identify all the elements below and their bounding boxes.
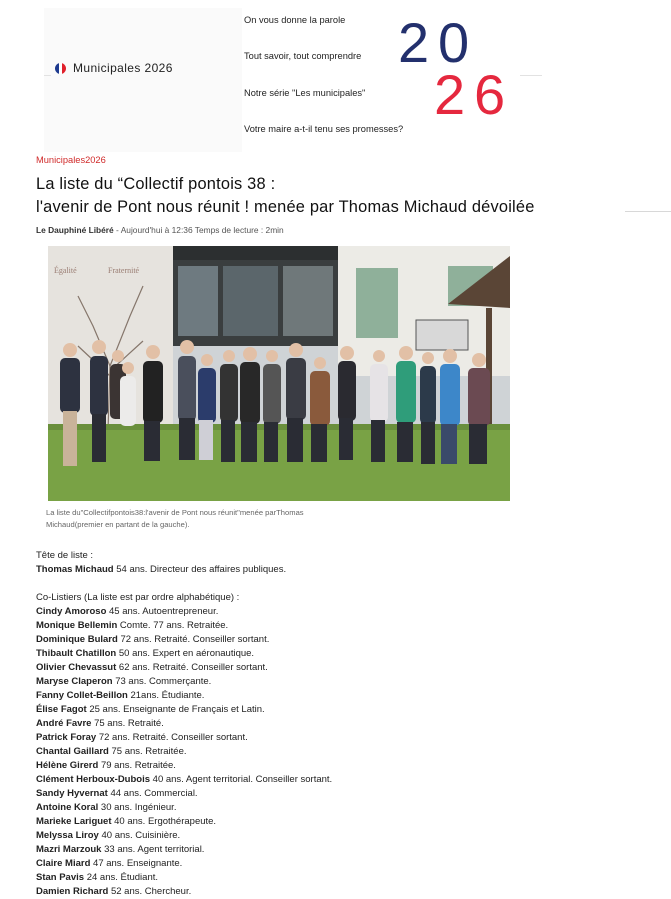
header-divider-right bbox=[520, 75, 542, 76]
logo-digit-3: 2 bbox=[434, 63, 466, 122]
candidate-entry bbox=[36, 801, 332, 815]
title-line-2: l'avenir de Pont nous réunit ! menée par Thomas Michaud dévoilée bbox=[36, 198, 535, 216]
candidate-info: 24 ans. Étudiant. bbox=[84, 872, 159, 883]
site-header bbox=[0, 0, 671, 152]
candidate-info: 75 ans. Retraitée. bbox=[108, 746, 187, 757]
photo-caption-line-2: Michaud(premier en partant de la gauche). bbox=[46, 520, 190, 529]
photo-caption-line-1: La liste du"Collectifpontois38:l'avenir de Pont nous réunit"menée parThomas bbox=[46, 508, 304, 517]
candidate-entry bbox=[36, 745, 332, 759]
article-photo[interactable] bbox=[48, 246, 510, 501]
menu-item-parole[interactable]: On vous donne la parole bbox=[244, 15, 346, 25]
header-left-panel bbox=[44, 8, 242, 152]
candidate-entry bbox=[36, 731, 332, 745]
candidate-entry bbox=[36, 759, 332, 773]
candidate-info: 44 ans. Commercial. bbox=[107, 788, 198, 799]
logo-digit-4: 6 bbox=[474, 63, 506, 122]
head-of-list-label: Tête de liste : bbox=[36, 550, 94, 561]
candidate-info: 47 ans. Enseignante. bbox=[90, 858, 183, 869]
candidate-name: Sandy Hyvernat bbox=[36, 788, 108, 799]
logo-digit-1: 2 bbox=[398, 11, 430, 74]
wall-inscription-egalite: Égalité bbox=[54, 266, 77, 275]
colist-label: Co-Listiers (La liste est par ordre alphabétique) : bbox=[36, 592, 240, 603]
candidate-entry bbox=[36, 885, 332, 899]
candidate-entry bbox=[36, 605, 332, 619]
candidate-name: Melyssa Liroy bbox=[36, 830, 99, 841]
article-category[interactable]: Municipales2026 bbox=[36, 155, 106, 165]
candidate-info: 45 ans. Autoentrepreneur. bbox=[106, 606, 219, 617]
menu-item-savoir[interactable]: Tout savoir, tout comprendre bbox=[244, 51, 362, 61]
logo-digit-2: 0 bbox=[438, 11, 470, 74]
candidate-name: Marieke Lariguet bbox=[36, 816, 112, 827]
candidate-name: Thomas Michaud bbox=[36, 564, 114, 575]
candidate-info: 72 ans. Retraité. Conseiller sortant. bbox=[117, 634, 270, 645]
candidate-info: 25 ans. Enseignante de Français et Latin. bbox=[86, 704, 265, 715]
candidate-entry bbox=[36, 787, 332, 801]
candidate-name: Antoine Koral bbox=[36, 802, 99, 813]
candidate-info: 79 ans. Retraitée. bbox=[98, 760, 176, 771]
candidate-name: Hélène Girerd bbox=[36, 760, 99, 771]
candidate-name: Olivier Chevassut bbox=[36, 662, 117, 673]
candidate-name: André Favre bbox=[36, 718, 92, 729]
candidate-info: 40 ans. Cuisinière. bbox=[98, 830, 181, 841]
title-divider bbox=[625, 211, 671, 212]
candidate-name: Dominique Bulard bbox=[36, 634, 118, 645]
candidate-entry bbox=[36, 857, 332, 871]
article-meta bbox=[36, 225, 284, 235]
candidate-name: Élise Fagot bbox=[36, 704, 87, 715]
candidate-name: Mazri Marzouk bbox=[36, 844, 102, 855]
candidate-entry bbox=[36, 829, 332, 843]
menu-item-serie[interactable]: Notre série "Les municipales" bbox=[244, 88, 366, 98]
candidate-info: 73 ans. Commerçante. bbox=[112, 676, 212, 687]
article-date-reading-time: - Aujourd'hui à 12:36 Temps de lecture : 2min bbox=[113, 225, 284, 235]
title-line-1: La liste du “Collectif pontois 38 : bbox=[36, 175, 276, 193]
candidate-entry bbox=[36, 633, 332, 647]
candidate-info: 62 ans. Retraité. Conseiller sortant. bbox=[116, 662, 268, 673]
candidate-info: 75 ans. Retraité. bbox=[91, 718, 164, 729]
candidate-info: 40 ans. Agent territorial. Conseiller sortant. bbox=[150, 774, 333, 785]
french-flag-icon bbox=[55, 63, 66, 74]
article-source: Le Dauphiné Libéré bbox=[36, 225, 114, 235]
candidate-name: Patrick Foray bbox=[36, 732, 97, 743]
candidate-entry bbox=[36, 703, 332, 717]
candidate-info: 72 ans. Retraité. Conseiller sortant. bbox=[96, 732, 248, 743]
candidate-entry bbox=[36, 661, 332, 675]
candidate-entry bbox=[36, 689, 332, 703]
candidate-name: Stan Pavis bbox=[36, 872, 85, 883]
colist-members bbox=[36, 605, 332, 899]
candidate-name: Claire Miard bbox=[36, 858, 91, 869]
candidate-entry bbox=[36, 647, 332, 661]
candidate-entry bbox=[36, 871, 332, 885]
candidate-info: 40 ans. Ergothérapeute. bbox=[111, 816, 217, 827]
candidate-entry bbox=[36, 843, 332, 857]
menu-item-promesses[interactable]: Votre maire a-t-il tenu ses promesses? bbox=[244, 124, 404, 134]
candidate-info: 52 ans. Chercheur. bbox=[108, 886, 192, 897]
group-photo-illustration bbox=[48, 246, 510, 501]
candidate-info: 33 ans. Agent territorial. bbox=[101, 844, 205, 855]
candidate-entry bbox=[36, 773, 332, 787]
candidate-name: Maryse Claperon bbox=[36, 676, 113, 687]
municipales-brand-link[interactable] bbox=[51, 60, 245, 76]
candidate-entry bbox=[36, 717, 332, 731]
candidate-info: Comte. 77 ans. Retraitée. bbox=[117, 620, 229, 631]
candidate-info: 54 ans. Directeur des affaires publiques. bbox=[113, 564, 287, 575]
candidate-name: Clément Herboux-Dubois bbox=[36, 774, 151, 785]
candidate-name: Monique Bellemin bbox=[36, 620, 118, 631]
candidate-list bbox=[36, 549, 332, 899]
wall-inscription-fraternite: Fraternité bbox=[108, 266, 140, 275]
brand-label: Municipales 2026 bbox=[73, 61, 173, 75]
candidate-entry bbox=[36, 675, 332, 689]
candidate-name: Chantal Gaillard bbox=[36, 746, 109, 757]
municipales-2026-logo bbox=[394, 10, 518, 122]
candidate-info: 50 ans. Expert en aéronautique. bbox=[116, 648, 255, 659]
candidate-name: Fanny Collet-Beillon bbox=[36, 690, 128, 701]
candidate-entry bbox=[36, 815, 332, 829]
candidate-info: 21ans. Étudiante. bbox=[127, 690, 205, 701]
candidate-info: 30 ans. Ingénieur. bbox=[98, 802, 177, 813]
candidate-name: Thibault Chatillon bbox=[36, 648, 117, 659]
candidate-name: Damien Richard bbox=[36, 886, 109, 897]
head-of-list-entry bbox=[36, 563, 332, 577]
candidate-name: Cindy Amoroso bbox=[36, 606, 107, 617]
candidate-entry bbox=[36, 619, 332, 633]
article-title bbox=[36, 173, 535, 219]
photo-caption bbox=[46, 507, 406, 531]
